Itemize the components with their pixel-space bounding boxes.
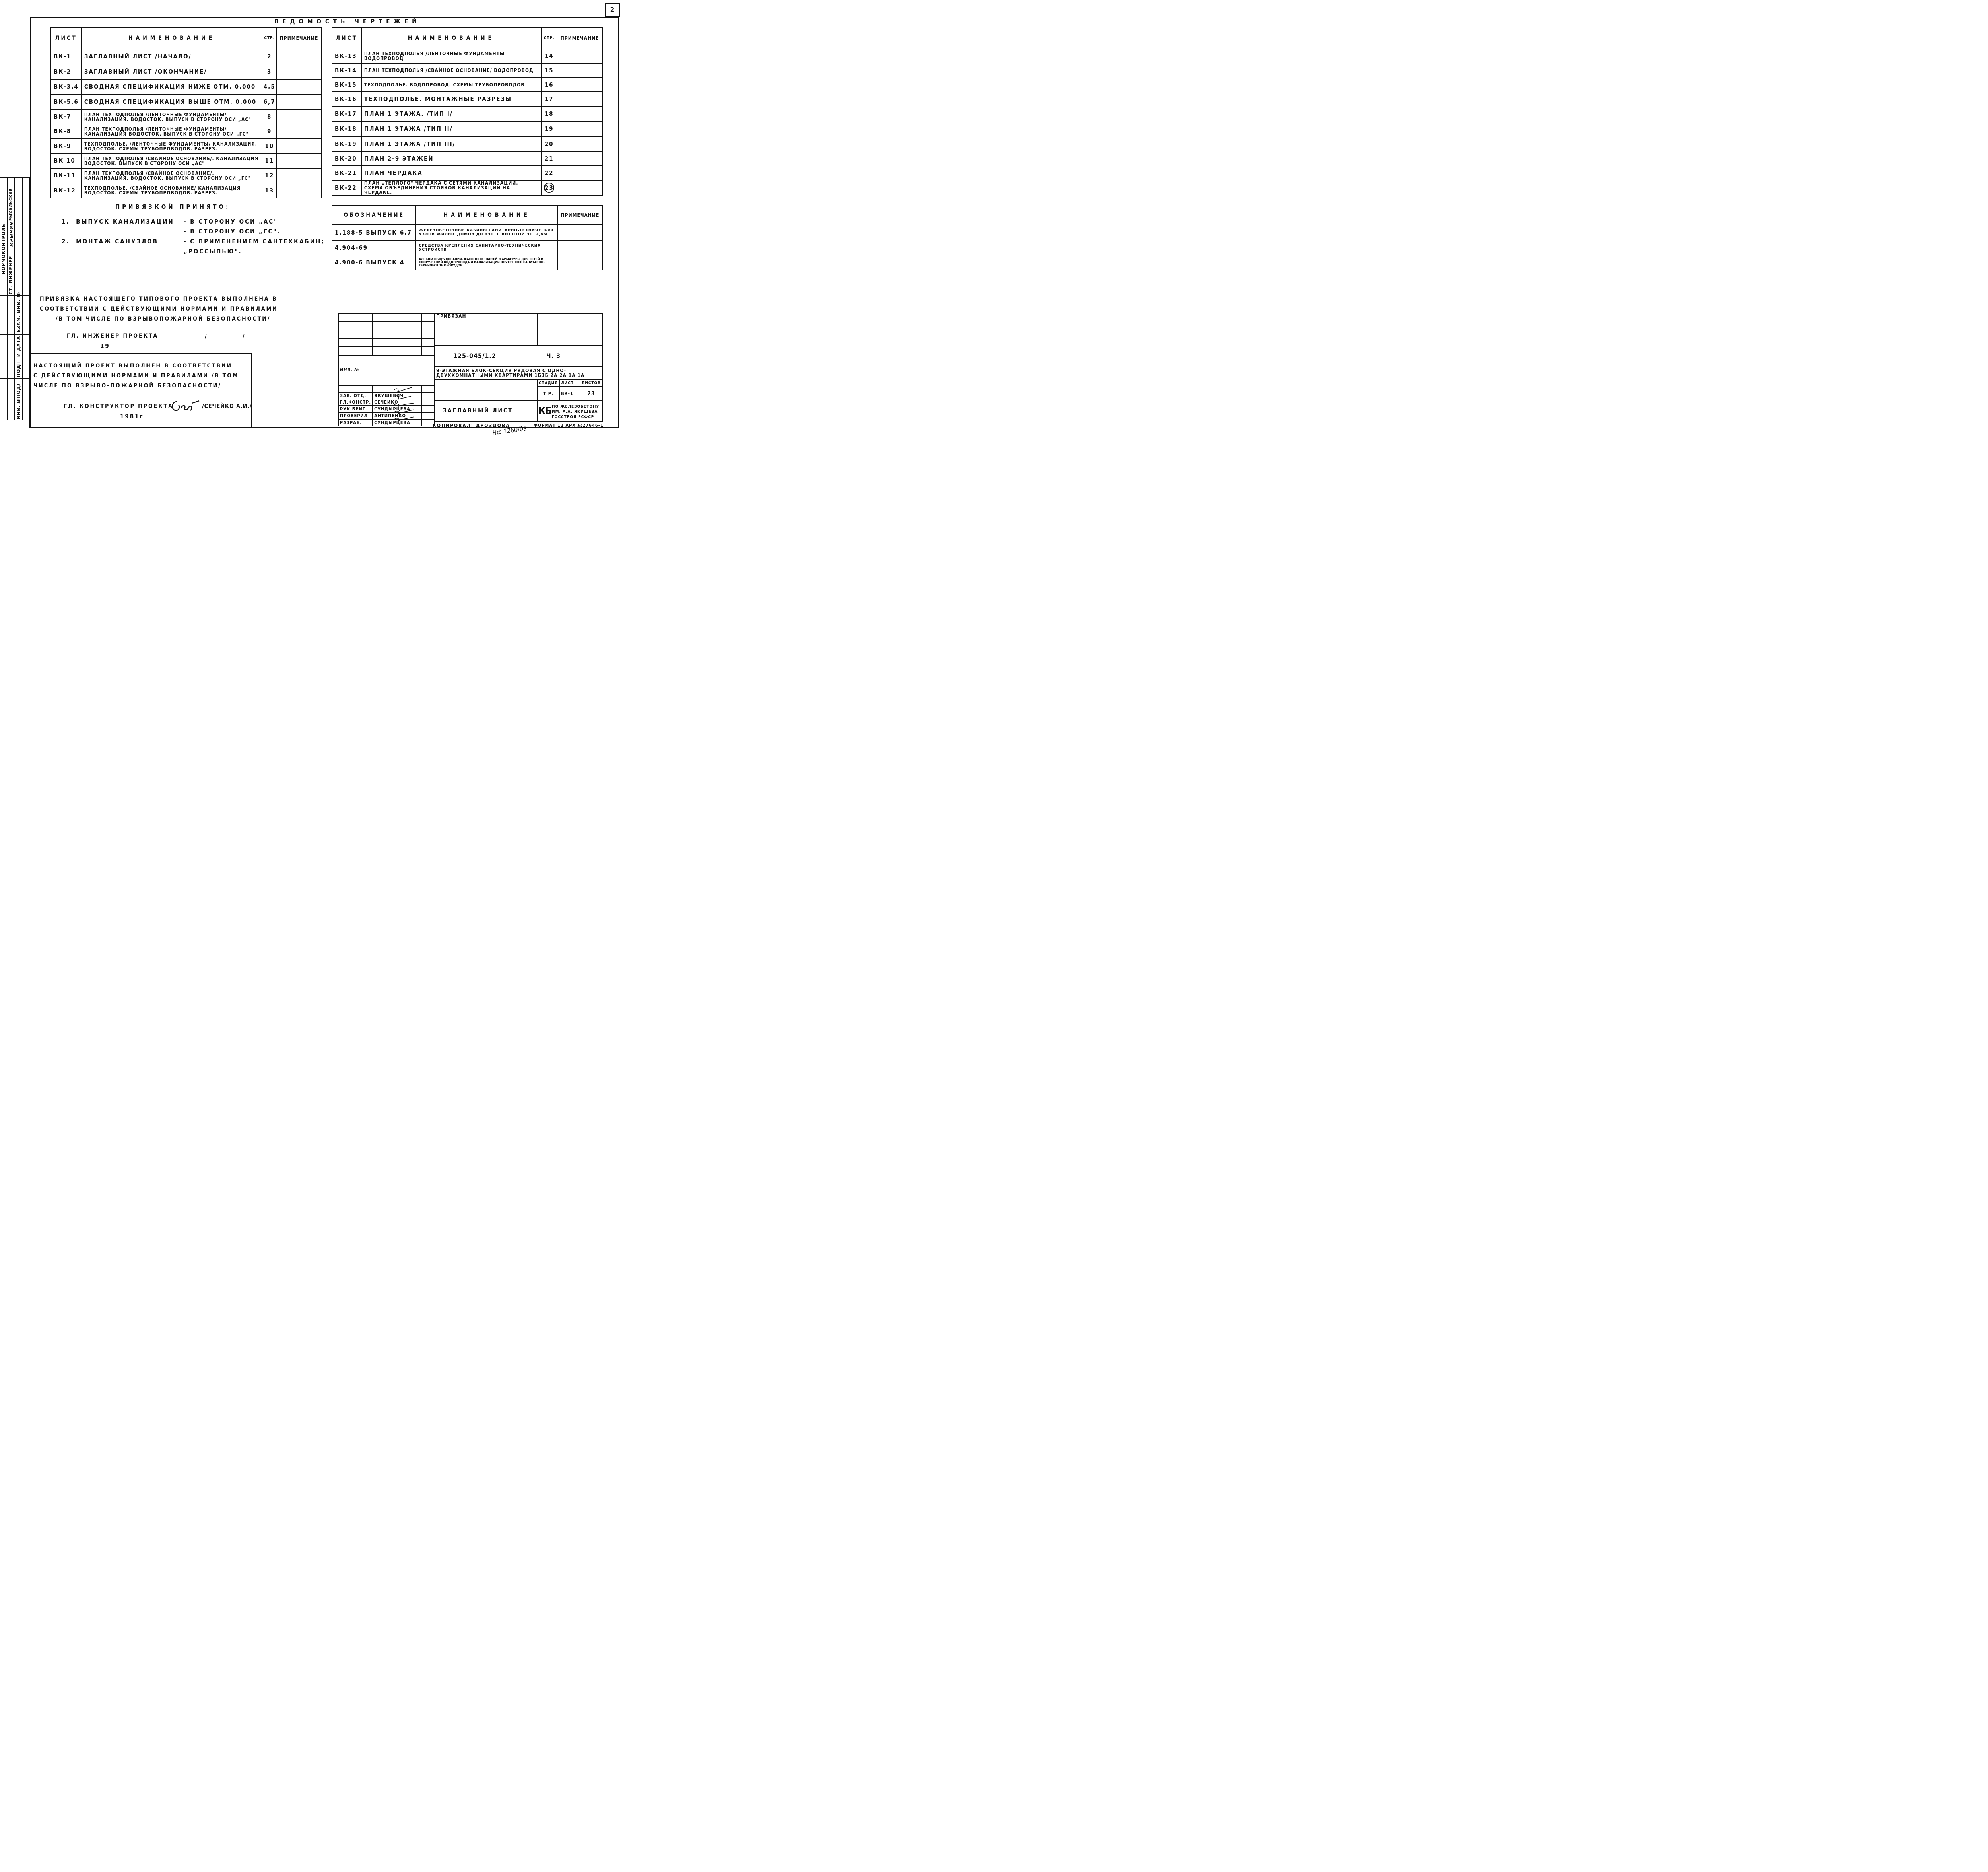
sheet-code: ВК-8 xyxy=(51,124,82,139)
stage-header: СТАДИЯ xyxy=(537,380,559,387)
table-row xyxy=(51,154,321,168)
stamp-cell xyxy=(412,322,421,330)
title-block-left xyxy=(338,313,435,426)
page-number: 2 xyxy=(610,6,615,14)
table-row xyxy=(332,121,602,136)
table-row xyxy=(51,94,321,109)
circled-page-number: 23 xyxy=(544,183,554,193)
note1-year: 19 xyxy=(100,342,110,350)
sheet-page: 11 xyxy=(262,154,277,168)
stamp-cell xyxy=(373,338,412,347)
sheet-page: 19 xyxy=(541,121,557,136)
project-name: 9-ЭТАЖНАЯ БЛОК-СЕКЦИЯ РЯДОВАЯ С ОДНО-ДВУХКОМНАТНЫМИ КВАРТИРАМИ 1Б1Б 2А 2А 1А 1А xyxy=(435,366,602,380)
sheet-page: 9 xyxy=(262,124,277,139)
col-header-page: СТР. xyxy=(262,27,277,49)
org-mark: КБ xyxy=(538,405,552,416)
stamp-cell xyxy=(338,322,373,330)
sheet-name: ПЛАН ТЕХПОДПОЛЬЯ /СВАЙНОЕ ОСНОВАНИЕ/ ВОДОПРОВОД xyxy=(361,63,541,78)
stamp-cell xyxy=(412,313,421,322)
sheet-name: ПЛАН ТЕХПОДПОЛЬЯ /ЛЕНТОЧНЫЕ ФУНДАМЕНТЫ/ КАНАЛИЗАЦИЯ ВОДОСТОК. ВЫПУСК В СТОРОНУ ОСИ „ГС" xyxy=(82,124,262,139)
side-label-inv-original: ИНВ. №ПОДЛ. xyxy=(16,379,21,419)
sheet-name: ПЛАН ТЕХПОДПОЛЬЯ /СВАЙНОЕ ОСНОВАНИЕ/. КАНАЛИЗАЦИЯ ВОДОСТОК. ВЫПУСК В СТОРОНУ ОСИ „АС" xyxy=(82,154,262,168)
sheets-table-left xyxy=(50,27,322,198)
sheet-code: ВК-17 xyxy=(332,106,361,121)
stamp-cell xyxy=(421,385,435,392)
stamp-person: ЯКУШЕВИЧ xyxy=(373,392,412,399)
organization-cell xyxy=(537,400,602,421)
sheet-name: ПЛАН 1 ЭТАЖА /ТИП III/ xyxy=(361,136,541,152)
sheet-code: ВК-19 xyxy=(332,136,361,152)
sheet-code: ВК-11 xyxy=(51,168,82,183)
stamp-cell xyxy=(435,380,537,400)
sheet-note xyxy=(277,183,321,198)
binding-what: ВЫПУСК КАНАЛИЗАЦИИ xyxy=(76,218,174,225)
col-header-note: ПРИМЕЧАНИЕ xyxy=(277,27,321,49)
stamp-cell xyxy=(421,338,435,347)
stamp-cell xyxy=(412,330,421,338)
sheet-header: ЛИСТ xyxy=(559,380,580,387)
sheet-code: ВК-22 xyxy=(332,180,361,195)
sheet-title: ЗАГЛАВНЫЙ ЛИСТ xyxy=(435,400,537,421)
note-binding-compliance xyxy=(40,294,278,324)
reference-code: 4.904-69 xyxy=(332,241,416,255)
stamp-cell xyxy=(421,406,435,412)
stamp-person: АНТИПЕНКО xyxy=(373,412,412,419)
stamp-role: ЗАВ. ОТД. xyxy=(338,392,373,399)
stamp-cell xyxy=(373,322,412,330)
note1-signer: ГЛ. ИНЖЕНЕР ПРОЕКТА xyxy=(67,333,159,339)
stamp-cell xyxy=(373,313,412,322)
col-header-note: ПРИМЕЧАНИЕ xyxy=(557,27,602,49)
sheet-page: 14 xyxy=(541,49,557,63)
sheet-name: ЗАГЛАВНЫЙ ЛИСТ /НАЧАЛО/ xyxy=(82,49,262,64)
format-label: ФОРМАТ 12 АРХ №27646-1 xyxy=(534,423,604,428)
col-header-name: НАИМЕНОВАНИЕ xyxy=(361,27,541,49)
sheet-value: ВК-1 xyxy=(559,387,580,400)
sheet-code: ВК 10 xyxy=(51,154,82,168)
sheet-note xyxy=(277,94,321,109)
sheet-page: 4,5 xyxy=(262,79,277,94)
side-name-2: РЫХАЛЬСКАЯ xyxy=(9,188,13,221)
table-row xyxy=(51,124,321,139)
table-row xyxy=(332,152,602,166)
sheet-page xyxy=(541,180,557,195)
binding-item-2 xyxy=(62,237,158,247)
sheets-value: 23 xyxy=(580,387,602,400)
reference-name: АЛЬБОМ ОБОРУДОВАНИЯ, ФАСОННЫХ ЧАСТЕЙ И АРМАТУРЫ ДЛЯ СЕТЕЙ И СООРУЖЕНИЙ ВОДОПРОВОДА И КАНАЛИЗАЦИИ ВНУТРЕННЕЕ САНИТАРНО-ТЕХНИЧЕСКОЕ ОБОРУДОВ xyxy=(416,255,558,270)
sheet-note xyxy=(277,49,321,64)
sheet-note xyxy=(557,121,602,136)
sheet-name: ТЕХПОДПОЛЬЕ. МОНТАЖНЫЕ РАЗРЕЗЫ xyxy=(361,92,541,106)
sheet-code: ВК-13 xyxy=(332,49,361,63)
sheet-name: ПЛАН 1 ЭТАЖА. /ТИП I/ xyxy=(361,106,541,121)
stamp-cell xyxy=(338,355,435,367)
binding-num: 2. xyxy=(62,238,70,245)
stamp-cell xyxy=(421,322,435,330)
sheet-name: ПЛАН ЧЕРДАКА xyxy=(361,166,541,180)
side-stamp xyxy=(0,177,30,420)
note-line: ЧИСЛЕ ПО ВЗРЫВО-ПОЖАРНОЙ БЕЗОПАСНОСТИ/ xyxy=(33,383,221,389)
note-line: /В ТОМ ЧИСЛЕ ПО ВЗРЫВОПОЖАРНОЙ БЕЗОПАСНОСТИ/ xyxy=(56,316,271,322)
copied-by: КОПИРОВАЛ: ДРОЗДОВА xyxy=(433,423,510,428)
project-code: 125-045/1.2 xyxy=(453,352,496,360)
reference-code: 1.188-5 ВЫПУСК 6,7 xyxy=(332,225,416,241)
sheet-note xyxy=(277,139,321,154)
table-row xyxy=(332,106,602,121)
sheet-page: 8 xyxy=(262,109,277,124)
stage-value: Т.Р. xyxy=(537,387,559,400)
side-label-senior-engineer: СТ. ИНЖЕНЕР xyxy=(8,255,14,294)
sheet-note xyxy=(557,92,602,106)
stamp-role: ГЛ.КОНСТР. xyxy=(338,399,373,406)
project-part: Ч. 3 xyxy=(546,352,561,360)
stamp-cell xyxy=(338,330,373,338)
sheet-note xyxy=(557,152,602,166)
sheet-note xyxy=(277,64,321,79)
sheet-name: ПЛАН ТЕХПОДПОЛЬЯ /СВАЙНОЕ ОСНОВАНИЕ/. КАНАЛИЗАЦИЯ. ВОДОСТОК. ВЫПУСК В СТОРОНУ ОСИ „ГС" xyxy=(82,168,262,183)
sheet-code: ВК-9 xyxy=(51,139,82,154)
sheet-code: ВК-12 xyxy=(51,183,82,198)
sheet-note xyxy=(277,154,321,168)
binding-title: ПРИВЯЗКОЙ ПРИНЯТО: xyxy=(115,203,231,210)
sheets-header: ЛИСТОВ xyxy=(580,380,602,387)
note1-slash-2: / xyxy=(243,332,246,340)
signature-icon xyxy=(169,399,201,413)
sheet-name: ТЕХПОДПОЛЬЕ. /ЛЕНТОЧНЫЕ ФУНДАМЕНТЫ/ КАНАЛИЗАЦИЯ. ВОДОСТОК. СХЕМЫ ТРУБОПРОВОДОВ. РАЗРЕЗ. xyxy=(82,139,262,154)
inv-number-label: ИНВ. № xyxy=(338,367,435,385)
binding-value-1b: - В СТОРОНУ ОСИ „ГС". xyxy=(184,228,281,235)
table-row xyxy=(51,79,321,94)
table-row xyxy=(332,136,602,152)
table-row xyxy=(51,139,321,154)
table-row xyxy=(51,109,321,124)
table-row xyxy=(332,63,602,78)
stamp-cell xyxy=(338,385,373,392)
sheet-name: ПЛАН 2-9 ЭТАЖЕЙ xyxy=(361,152,541,166)
col-header-sheet: ЛИСТ xyxy=(332,27,361,49)
stamp-person: СУНДЫРЦЕВА xyxy=(373,419,412,426)
sheet-note xyxy=(557,136,602,152)
stamp-signatures-icon xyxy=(392,385,417,423)
sheet-code: ВК-15 xyxy=(332,78,361,92)
sheet-page: 21 xyxy=(541,152,557,166)
stamp-person: СУНДЫРЦЕВА xyxy=(373,406,412,412)
sheet-note xyxy=(277,109,321,124)
sheet-page: 18 xyxy=(541,106,557,121)
side-stamp-row-line-4 xyxy=(0,378,30,379)
side-stamp-col-line-1 xyxy=(7,177,8,420)
side-label-normocontrol: НОРМОКОНТРОЛЬ xyxy=(1,224,6,274)
sheet-code: ВК-7 xyxy=(51,109,82,124)
sheet-page: 22 xyxy=(541,166,557,180)
stamp-cell xyxy=(421,313,435,322)
sheet-page: 12 xyxy=(262,168,277,183)
sheet-note xyxy=(277,124,321,139)
title-block-right xyxy=(434,313,603,422)
sheet-name: ЗАГЛАВНЫЙ ЛИСТ /ОКОНЧАНИЕ/ xyxy=(82,64,262,79)
binding-value-1: - В СТОРОНУ ОСИ „АС" xyxy=(184,218,278,225)
sheet-note xyxy=(557,63,602,78)
sheet-page: 10 xyxy=(262,139,277,154)
sheet-name: ТЕХПОДПОЛЬЕ. ВОДОПРОВОД. СХЕМЫ ТРУБОПРОВОДОВ xyxy=(361,78,541,92)
col-header-name: НАИМЕНОВАНИЕ xyxy=(416,206,558,225)
binding-what: МОНТАЖ САНУЗЛОВ xyxy=(76,238,158,245)
note-line: СООТВЕТСТВИИ С ДЕЙСТВУЮЩИМИ НОРМАМИ И ПРАВИЛАМИ xyxy=(40,306,278,312)
project-code-cell xyxy=(435,346,602,366)
stamp-cell xyxy=(412,338,421,347)
note2-signer-name: /СЕЧЕЙКО А.И./ xyxy=(202,403,252,410)
table-row xyxy=(51,64,321,79)
stamp-cell xyxy=(412,347,421,355)
stamp-cell xyxy=(373,330,412,338)
sheets-table-right xyxy=(332,27,603,196)
note-line: С ДЕЙСТВУЮЩИМИ НОРМАМИ И ПРАВИЛАМИ /В ТОМ xyxy=(33,373,239,379)
table-row xyxy=(332,166,602,180)
sheet-page: 2 xyxy=(262,49,277,64)
note-line: НАСТОЯЩИЙ ПРОЕКТ ВЫПОЛНЕН В СООТВЕТСТВИИ xyxy=(33,363,233,369)
sheet-note xyxy=(557,180,602,195)
note-line: ПРИВЯЗКА НАСТОЯЩЕГО ТИПОВОГО ПРОЕКТА ВЫПОЛНЕНА В xyxy=(40,296,278,302)
sheet-name: ПЛАН „ТЕПЛОГО" ЧЕРДАКА С СЕТЯМИ КАНАЛИЗАЦИИ. СХЕМА ОБЪЕДИНЕНИЯ СТОЯКОВ КАНАЛИЗАЦИИ НА ЧЕРДАКЕ. xyxy=(361,180,541,195)
drawings-list-heading: ВЕДОМОСТЬ ЧЕРТЕЖЕЙ xyxy=(274,18,421,25)
note2-signer: ГЛ. КОНСТРУКТОР ПРОЕКТА xyxy=(64,403,173,410)
stamp-cell xyxy=(421,330,435,338)
reference-note xyxy=(558,255,602,270)
sheet-code: ВК-2 xyxy=(51,64,82,79)
col-header-note: ПРИМЕЧАНИЕ xyxy=(558,206,602,225)
stamp-cell xyxy=(537,313,602,346)
stamp-cell xyxy=(421,347,435,355)
sheet-name: ПЛАН ТЕХПОДПОЛЬЯ /ЛЕНТОЧНЫЕ ФУНДАМЕНТЫ/ КАНАЛИЗАЦИЯ. ВОДОСТОК. ВЫПУСК В СТОРОНУ ОСИ „АС" xyxy=(82,109,262,124)
sheet-name: СВОДНАЯ СПЕЦИФИКАЦИЯ НИЖЕ ОТМ. 0.000 xyxy=(82,79,262,94)
side-label-signature-date: ПОДП. И ДАТА xyxy=(16,336,21,377)
stamp-role: РУК.БРИГ. xyxy=(338,406,373,412)
sheet-code: ВК-1 xyxy=(51,49,82,64)
sheet-note xyxy=(277,79,321,94)
sheet-name: СВОДНАЯ СПЕЦИФИКАЦИЯ ВЫШЕ ОТМ. 0.000 xyxy=(82,94,262,109)
sheet-note xyxy=(557,49,602,63)
col-header-code: ОБОЗНАЧЕНИЕ xyxy=(332,206,416,225)
reference-note xyxy=(558,241,602,255)
side-stamp-row-line-3 xyxy=(0,334,30,335)
sheet-note xyxy=(557,78,602,92)
note1-slash-1: / xyxy=(205,332,208,340)
sheet-code: ВК-16 xyxy=(332,92,361,106)
stamp-cell xyxy=(421,412,435,419)
reference-code: 4.900-6 ВЫПУСК 4 xyxy=(332,255,416,270)
binding-item-1 xyxy=(62,217,174,227)
table-row xyxy=(332,241,602,255)
col-header-page: СТР. xyxy=(541,27,557,49)
col-header-name: НАИМЕНОВАНИЕ xyxy=(82,27,262,49)
sheet-note xyxy=(557,106,602,121)
sheet-code: ВК-21 xyxy=(332,166,361,180)
sheet-name: ПЛАН 1 ЭТАЖА /ТИП II/ xyxy=(361,121,541,136)
table-row xyxy=(332,49,602,63)
side-stamp-row-line-2 xyxy=(0,295,30,296)
sheet-code: ВК-14 xyxy=(332,63,361,78)
side-name-1: МРЫЧИН xyxy=(9,222,14,247)
binding-value-2: - С ПРИМЕНЕНИЕМ САНТЕХКАБИН; „РОССЫПЬЮ". xyxy=(184,238,325,255)
sheet-page: 6,7 xyxy=(262,94,277,109)
sheet-code: ВК-20 xyxy=(332,152,361,166)
binding-num: 1. xyxy=(62,218,70,225)
side-stamp-col-line-3 xyxy=(22,177,23,420)
reference-name: ЖЕЛЕЗОБЕТОННЫЕ КАБИНЫ САНИТАРНО-ТЕХНИЧЕСКИХ УЗЛОВ ЖИЛЫХ ДОМОВ ДО 9ЭТ. С ВЫСОТОЙ ЭТ. 2,8М xyxy=(416,225,558,241)
reference-note xyxy=(558,225,602,241)
reference-name: СРЕДСТВА КРЕПЛЕНИЯ САНИТАРНО-ТЕХНИЧЕСКИХ УСТРОЙСТВ xyxy=(416,241,558,255)
table-row xyxy=(332,225,602,241)
org-name: ПО ЖЕЛЕЗОБЕТОНУ ИМ. А.А. ЯКУШЕВА ГОССТРОЯ РСФСР xyxy=(552,404,600,419)
table-row xyxy=(51,49,321,64)
sheet-page: 17 xyxy=(541,92,557,106)
sheet-code: ВК-18 xyxy=(332,121,361,136)
table-row xyxy=(332,180,602,195)
col-header-sheet: ЛИСТ xyxy=(51,27,82,49)
stamp-cell xyxy=(421,399,435,406)
stamp-cell xyxy=(373,347,412,355)
table-row xyxy=(51,168,321,183)
reference-documents-table xyxy=(332,205,603,270)
sheet-note xyxy=(277,168,321,183)
sheet-page: 16 xyxy=(541,78,557,92)
stamp-cell xyxy=(338,347,373,355)
stamp-cell xyxy=(338,313,373,322)
handwritten-note: Нф 1260/09 xyxy=(492,424,528,437)
side-stamp-col-line-2 xyxy=(14,177,15,420)
tied-label: ПРИВЯЗАН xyxy=(435,313,537,346)
table-row xyxy=(332,78,602,92)
sheet-page: 3 xyxy=(262,64,277,79)
sheet-page: 13 xyxy=(262,183,277,198)
sheet-note xyxy=(557,166,602,180)
side-label-replace-inv: ВЗАМ. ИНВ. № xyxy=(16,292,21,332)
table-row xyxy=(332,255,602,270)
sheet-code: ВК-3.4 xyxy=(51,79,82,94)
stamp-role: РАЗРАБ. xyxy=(338,419,373,426)
sheet-page: 15 xyxy=(541,63,557,78)
table-row xyxy=(51,183,321,198)
stamp-person: СЕЧЕЙКО xyxy=(373,399,412,406)
note2-year: 1981г xyxy=(120,413,144,420)
stamp-cell xyxy=(421,392,435,399)
sheet-page: 20 xyxy=(541,136,557,152)
sheet-code: ВК-5,6 xyxy=(51,94,82,109)
page-number-box xyxy=(605,3,620,17)
sheet-name: ТЕХПОДПОЛЬЕ. /СВАЙНОЕ ОСНОВАНИЕ/ КАНАЛИЗАЦИЯ ВОДОСТОК. СХЕМЫ ТРУБОПРОВОДОВ. РАЗРЕЗ. xyxy=(82,183,262,198)
stamp-role: ПРОВЕРИЛ xyxy=(338,412,373,419)
stamp-cell xyxy=(338,338,373,347)
sheet-name: ПЛАН ТЕХПОДПОЛЬЯ /ЛЕНТОЧНЫЕ ФУНДАМЕНТЫ ВОДОПРОВОД xyxy=(361,49,541,63)
table-row xyxy=(332,92,602,106)
note-project-compliance xyxy=(33,361,239,391)
